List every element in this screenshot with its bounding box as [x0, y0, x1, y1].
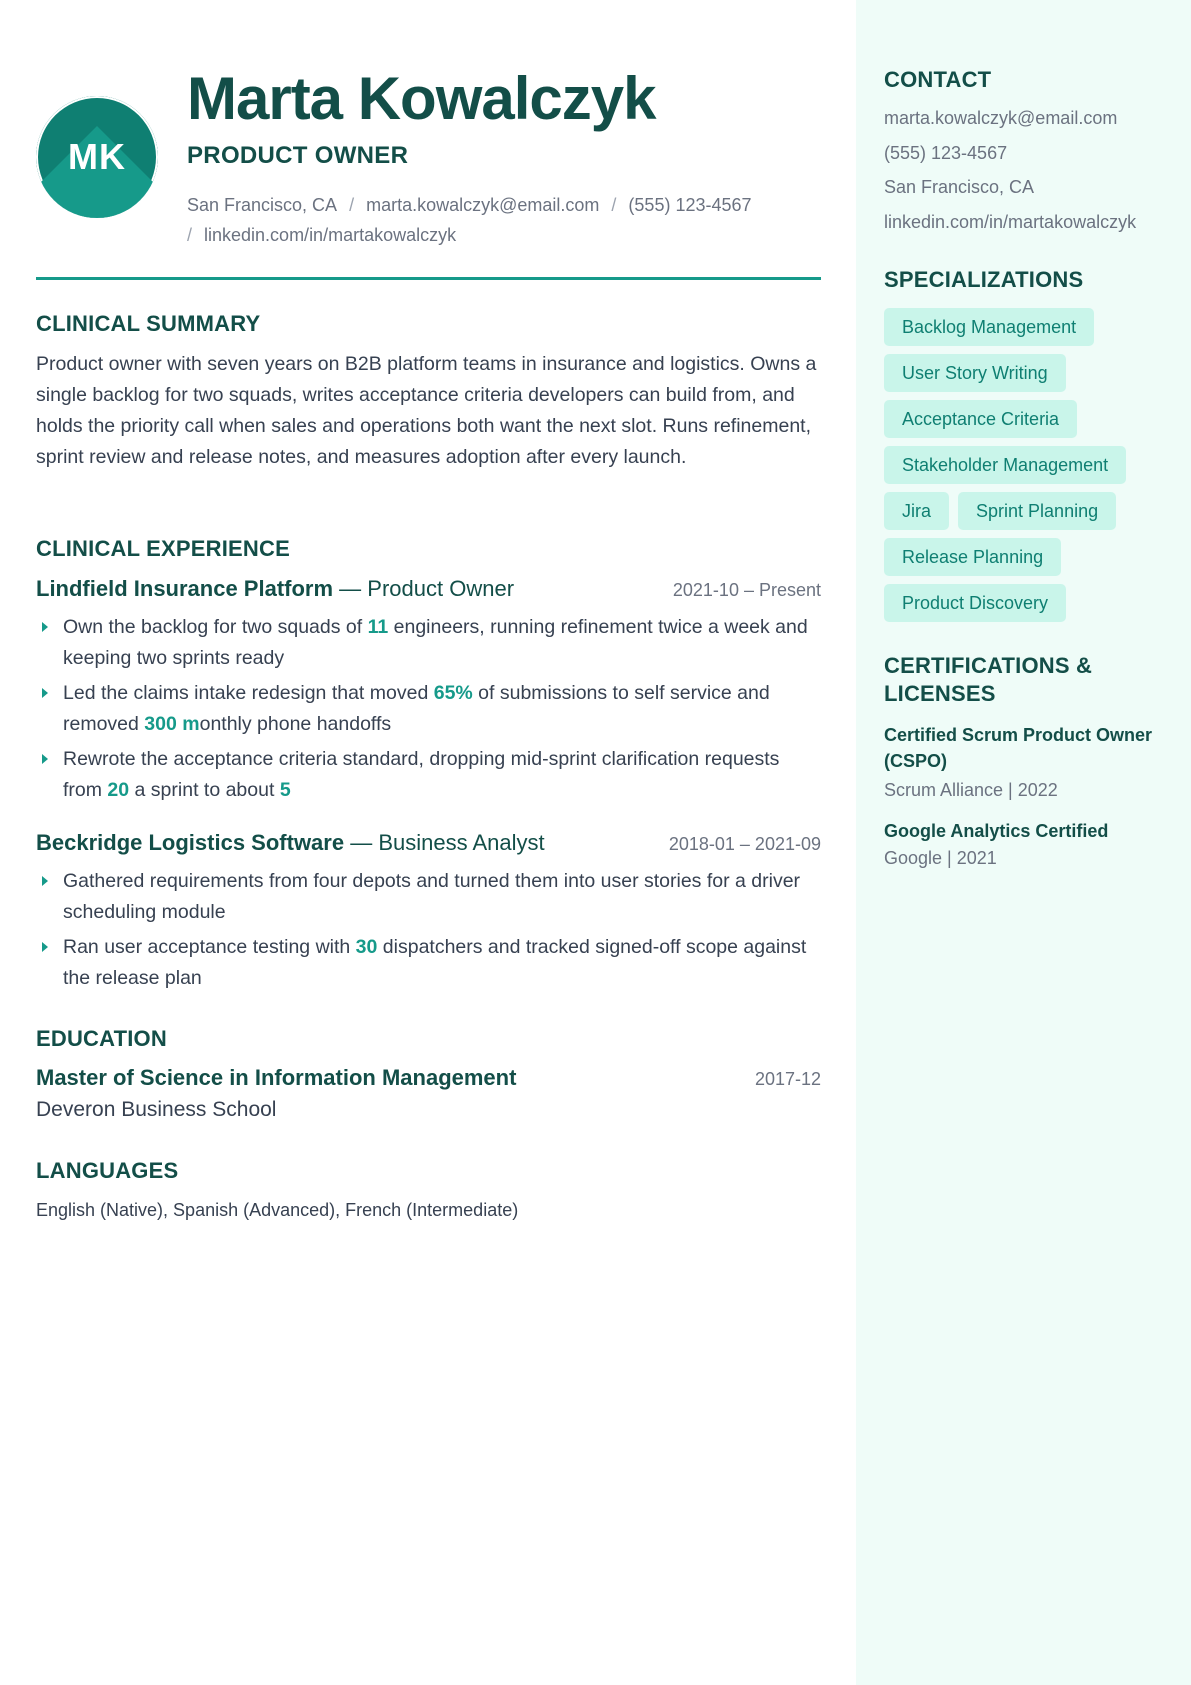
- education-school: Deveron Business School: [36, 1098, 277, 1121]
- job-title: Business Analyst: [378, 830, 545, 855]
- list-item: [36, 744, 821, 806]
- bullet-text: dispatchers and tracked signed-off scope against the release plan: [63, 936, 807, 989]
- sidebar-phone[interactable]: (555) 123-4567: [884, 143, 1008, 163]
- separator: /: [187, 225, 193, 245]
- skill-chip: Jira: [884, 492, 949, 530]
- header-location: San Francisco, CA: [187, 195, 338, 215]
- summary-title: CLINICAL SUMMARY: [36, 311, 261, 336]
- bullet-arrow-icon: [42, 754, 48, 764]
- avatar: [36, 96, 158, 218]
- sidebar-email[interactable]: marta.kowalczyk@email.com: [884, 108, 1118, 128]
- bullet-text: of submissions to self service and removed: [63, 682, 770, 735]
- job-title: Product Owner: [367, 576, 515, 601]
- skill-chip: Release Planning: [884, 538, 1061, 576]
- separator: /: [611, 195, 617, 215]
- languages-text: English (Native), Spanish (Advanced), French (Intermediate): [36, 1200, 519, 1220]
- experience-title: CLINICAL EXPERIENCE: [36, 536, 290, 561]
- languages-title: LANGUAGES: [36, 1158, 179, 1183]
- header-contact-line: [187, 190, 807, 250]
- skill-chip: Stakeholder Management: [884, 446, 1126, 484]
- separator: /: [349, 195, 355, 215]
- bullet-highlight: 30: [355, 936, 378, 958]
- bullet-highlight: 5: [279, 779, 291, 801]
- job-dates: 2018-01 – 2021-09: [668, 834, 821, 854]
- education-title: EDUCATION: [36, 1026, 167, 1051]
- bullet-arrow-icon: [42, 876, 48, 886]
- candidate-role: PRODUCT OWNER: [187, 142, 409, 169]
- skill-chip: Backlog Management: [884, 308, 1094, 346]
- specializations-list: [884, 308, 1174, 622]
- job-bullets: [36, 612, 821, 810]
- bullet-text: Led the claims intake redesign that moved: [63, 682, 434, 704]
- summary-text: Product owner with seven years on B2B platform teams in insurance and logistics. Owns a single backlog for two squads, writes acceptance criteria developers can build from, and holds the priority call when sales and operations both want the next slot. Runs refinement, sprint review and release notes, and measures adoption after every launch.: [36, 353, 817, 468]
- job-company: Lindfield Insurance Platform: [36, 576, 334, 601]
- bullet-arrow-icon: [42, 622, 48, 632]
- bullet-text: Own the backlog for two squads of: [63, 616, 368, 638]
- job-header: [36, 830, 821, 856]
- cert-meta: Google | 2021: [884, 848, 997, 868]
- specializations-title: SPECIALIZATIONS: [884, 267, 1084, 292]
- list-item: [36, 612, 821, 674]
- contact-title: CONTACT: [884, 67, 992, 92]
- skill-chip: Acceptance Criteria: [884, 400, 1077, 438]
- skill-chip: Product Discovery: [884, 584, 1066, 622]
- sidebar-location: San Francisco, CA: [884, 177, 1035, 197]
- bullet-text: a sprint to about: [129, 779, 280, 801]
- list-item: [36, 932, 821, 994]
- job-header: [36, 576, 821, 602]
- candidate-name: Marta Kowalczyk: [187, 65, 656, 132]
- header-linkedin[interactable]: linkedin.com/in/martakowalczyk: [204, 225, 457, 245]
- job-company-role: [36, 576, 514, 602]
- skill-chip: Sprint Planning: [958, 492, 1116, 530]
- bullet-text: onthly phone handoffs: [199, 713, 392, 735]
- sidebar-linkedin[interactable]: linkedin.com/in/martakowalczyk: [884, 212, 1137, 232]
- bullet-arrow-icon: [42, 942, 48, 952]
- list-item: [36, 678, 821, 740]
- bullet-arrow-icon: [42, 688, 48, 698]
- bullet-highlight: 65%: [433, 682, 473, 704]
- bullet-text: Rewrote the acceptance criteria standard, dropping mid-sprint clarification requests from: [63, 748, 780, 801]
- header-divider: [36, 277, 821, 280]
- bullet-highlight: 300 m: [144, 713, 200, 735]
- bullet-highlight: 11: [367, 616, 389, 638]
- education-degree: Master of Science in Information Management: [36, 1065, 517, 1090]
- job-bullets: [36, 866, 821, 998]
- bullet-text: Gathered requirements from four depots and turned them into user stories for a driver scheduling module: [63, 870, 801, 923]
- job-company: Beckridge Logistics Software: [36, 830, 345, 855]
- education-date: 2017-12: [754, 1069, 821, 1089]
- cert-name: Certified Scrum Product Owner (CSPO): [884, 725, 1153, 771]
- bullet-text: Ran user acceptance testing with: [63, 936, 356, 958]
- list-item: [36, 866, 821, 928]
- job-dash: —: [350, 830, 373, 855]
- job-company-role: [36, 830, 545, 856]
- skill-chip: User Story Writing: [884, 354, 1066, 392]
- bullet-highlight: 20: [107, 779, 130, 801]
- education-header: [36, 1065, 821, 1091]
- cert-meta: Scrum Alliance | 2022: [884, 780, 1058, 800]
- cert-name: Google Analytics Certified: [884, 821, 1109, 841]
- certifications-title: CERTIFICATIONS & LICENSES: [884, 653, 1093, 706]
- job-dates: 2021-10 – Present: [672, 580, 821, 600]
- header-email[interactable]: marta.kowalczyk@email.com: [366, 195, 600, 215]
- avatar-initials: MK: [68, 136, 126, 177]
- bullet-text: engineers, running refinement twice a week and keeping two sprints ready: [63, 616, 808, 669]
- job-dash: —: [339, 576, 362, 601]
- header-phone[interactable]: (555) 123-4567: [628, 195, 752, 215]
